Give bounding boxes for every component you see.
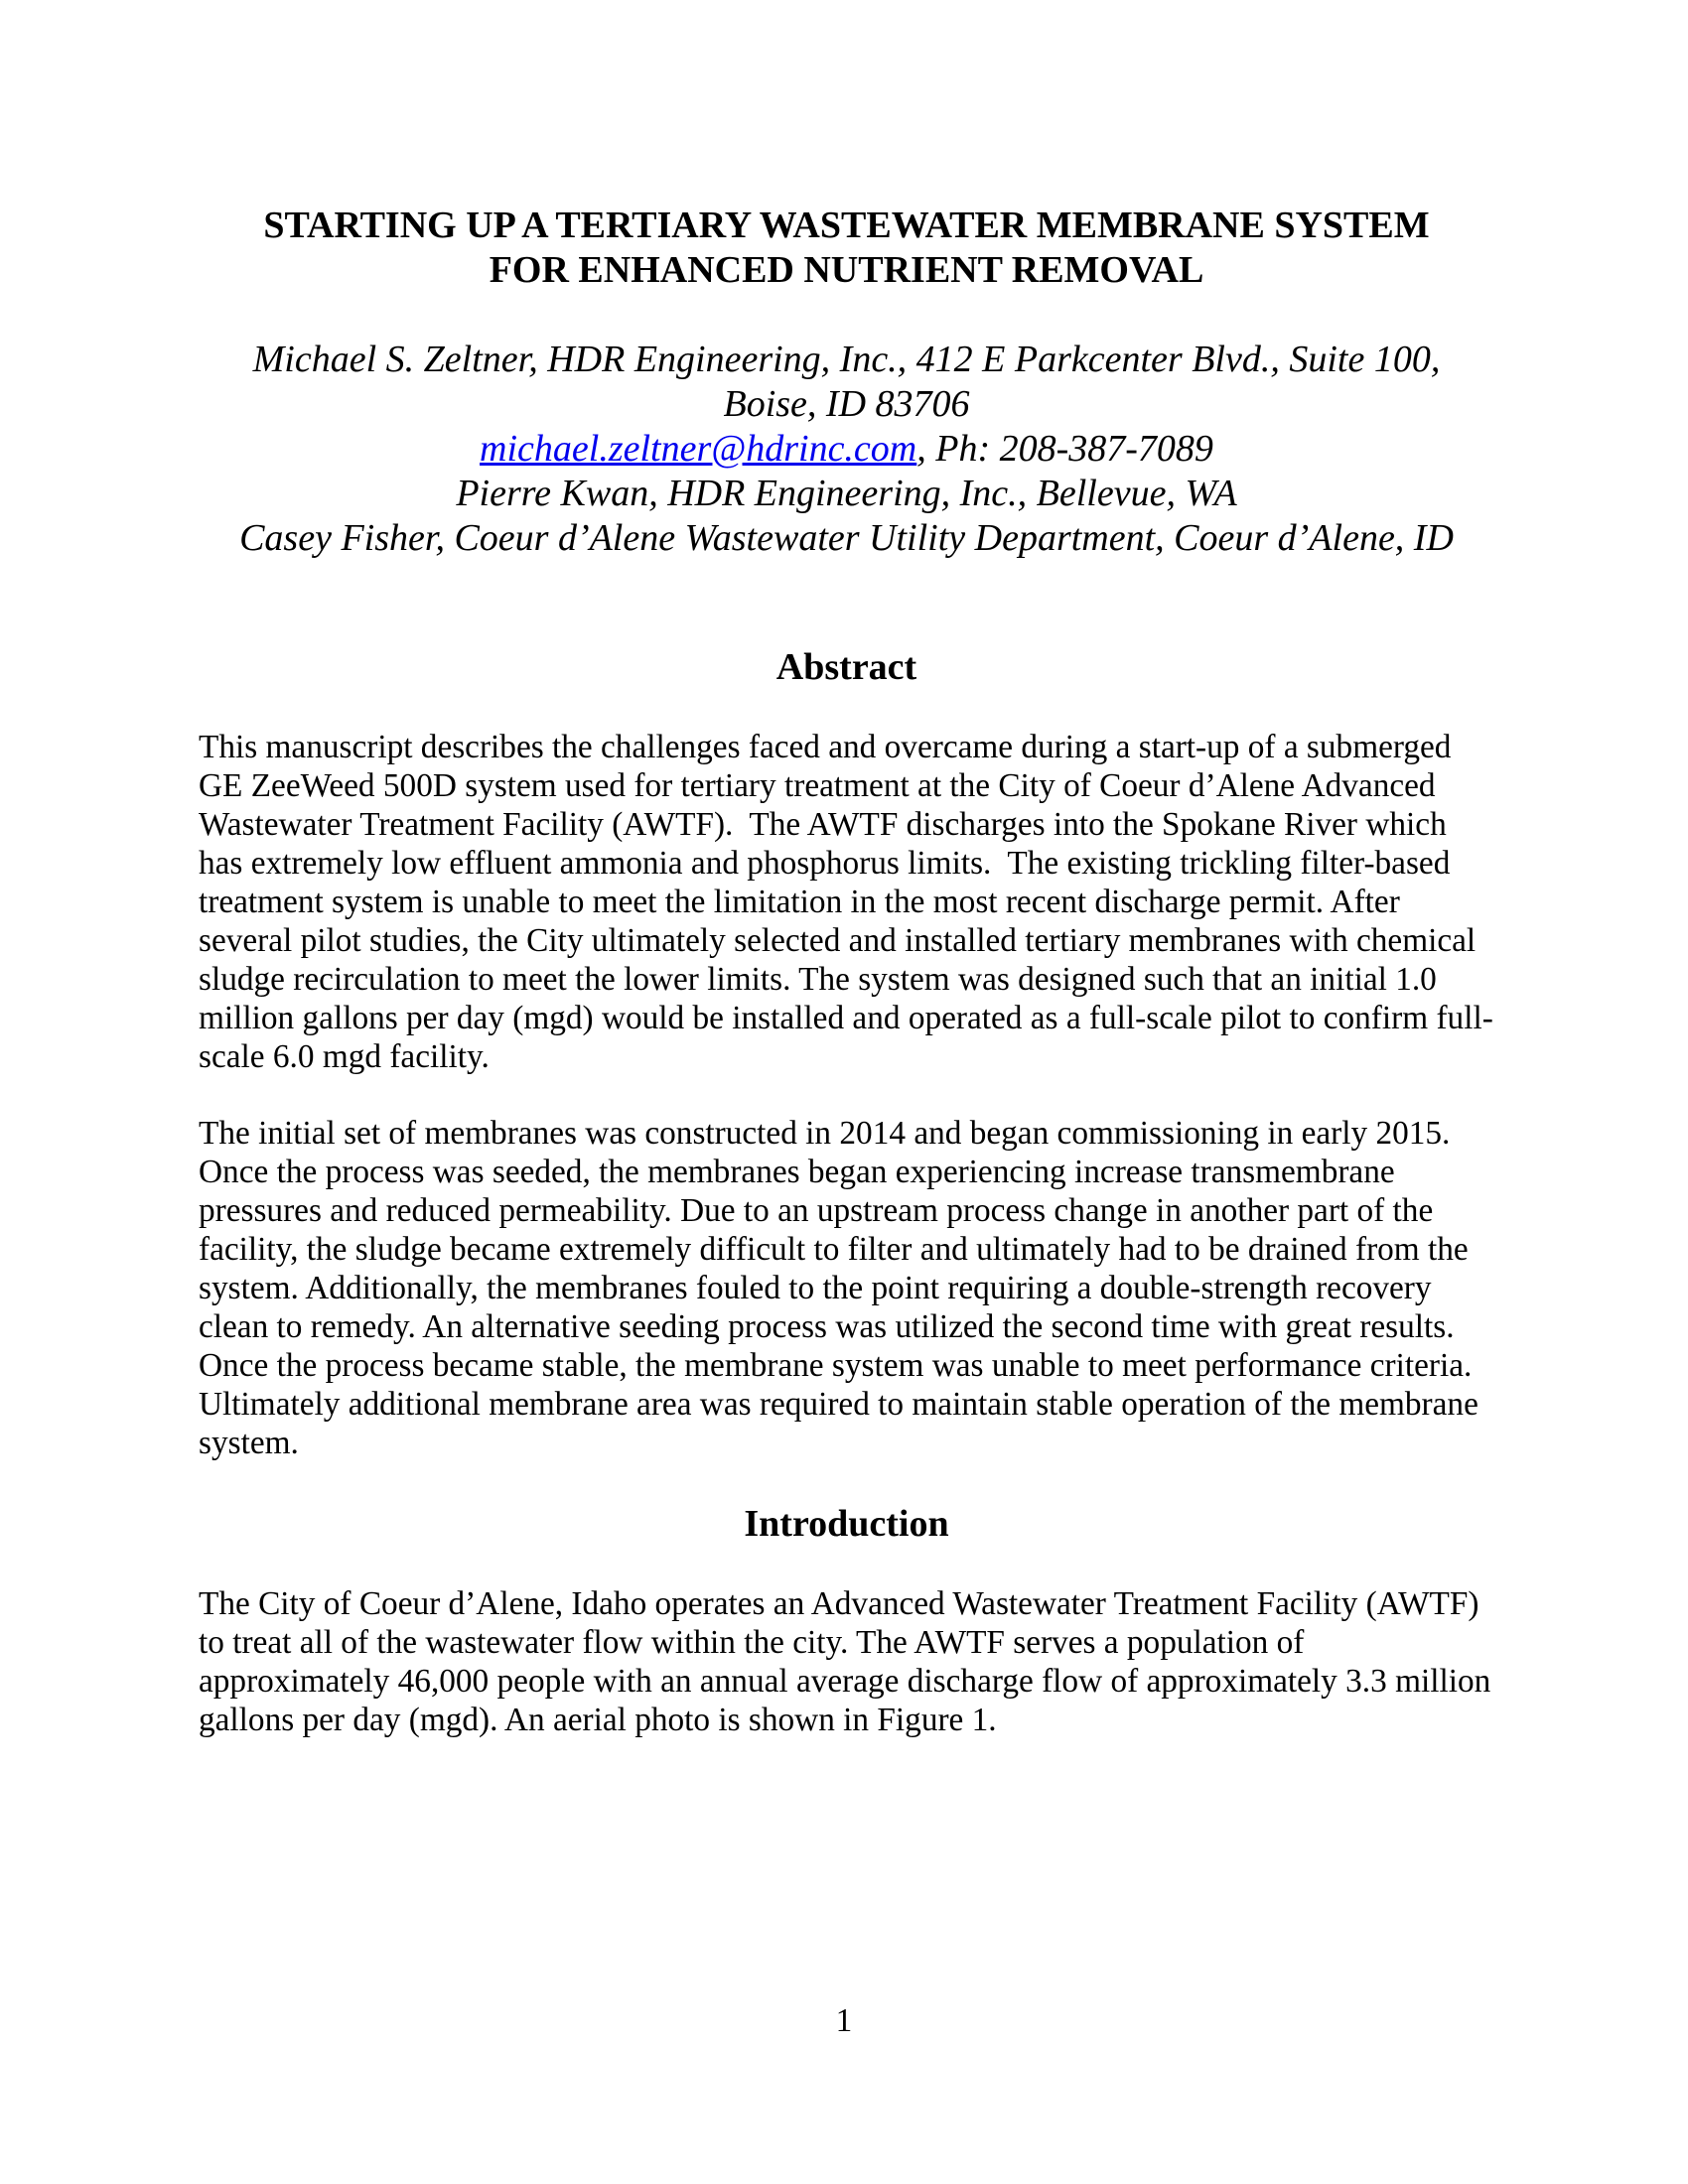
page-content: [199, 0, 1499, 1739]
author-affiliation-line-5: Casey Fisher, Coeur d’Alene Wastewater Utility Department, Coeur d’Alene, ID: [239, 517, 1454, 559]
author-affiliation-line-2: Boise, ID 83706: [723, 383, 970, 425]
page-number: 1: [835, 2002, 853, 2039]
author-phone: , Ph: 208-387-7089: [916, 428, 1213, 470]
author-email-link[interactable]: michael.zeltner@hdrinc.com: [480, 428, 917, 470]
paper-title-line-2: FOR ENHANCED NUTRIENT REMOVAL: [489, 249, 1204, 291]
author-block: [199, 338, 1494, 561]
introduction-heading: Introduction: [744, 1503, 949, 1545]
abstract-paragraph-1: This manuscript describes the challenges faced and overcame during a start-up of a submerged GE ZeeWeed 500D system used for tertiary treatment at the City of Coeur d’Alene Advanced Wastewater Treatment Facility (AWTF). The AWTF discharges into the Spokane River which has extremely low effluent ammonia and phosphorus limits. The existing trickling filter-based treatment system is unable to meet the limitation in the most recent discharge permit. After several pilot studies, the City ultimately selected and installed tertiary membranes with chemical sludge recirculation to meet the lower limits. The system was designed such that an initial 1.0 million gallons per day (mgd) would be installed and operated as a full-scale pilot to confirm full-scale 6.0 mgd facility.: [199, 729, 1493, 1075]
paper-title-line-1: STARTING UP A TERTIARY WASTEWATER MEMBRANE SYSTEM: [263, 205, 1430, 246]
abstract-heading: Abstract: [775, 646, 917, 688]
introduction-paragraph-1: The City of Coeur d’Alene, Idaho operates an Advanced Wastewater Treatment Facility (AWTF) to treat all of the wastewater flow within the city. The AWTF serves a population of approximately 46,000 people with an annual average discharge flow of approximately 3.3 million gallons per day (mgd). An aerial photo is shown in Figure 1.: [199, 1585, 1499, 1738]
author-contact-line: [199, 427, 1494, 472]
author-affiliation-line-1: Michael S. Zeltner, HDR Engineering, Inc., 412 E Parkcenter Blvd., Suite 100,: [252, 339, 1441, 380]
author-affiliation-line-4: Pierre Kwan, HDR Engineering, Inc., Bellevue, WA: [456, 473, 1237, 514]
paper-title: [199, 204, 1494, 293]
abstract-paragraph-2: The initial set of membranes was constructed in 2014 and began commissioning in early 2015. Once the process was seeded, the membranes began experiencing increase transmembrane pressures and reduced permeability. Due to an upstream process change in another part of the facility, the sludge became extremely difficult to filter and ultimately had to be drained from the system. Additionally, the membranes fouled to the point requiring a double-strength recovery clean to remedy. An alternative seeding process was utilized the second time with great results. Once the process became stable, the membrane system was unable to meet performance criteria. Ultimately additional membrane area was required to maintain stable operation of the membrane system.: [199, 1115, 1487, 1461]
